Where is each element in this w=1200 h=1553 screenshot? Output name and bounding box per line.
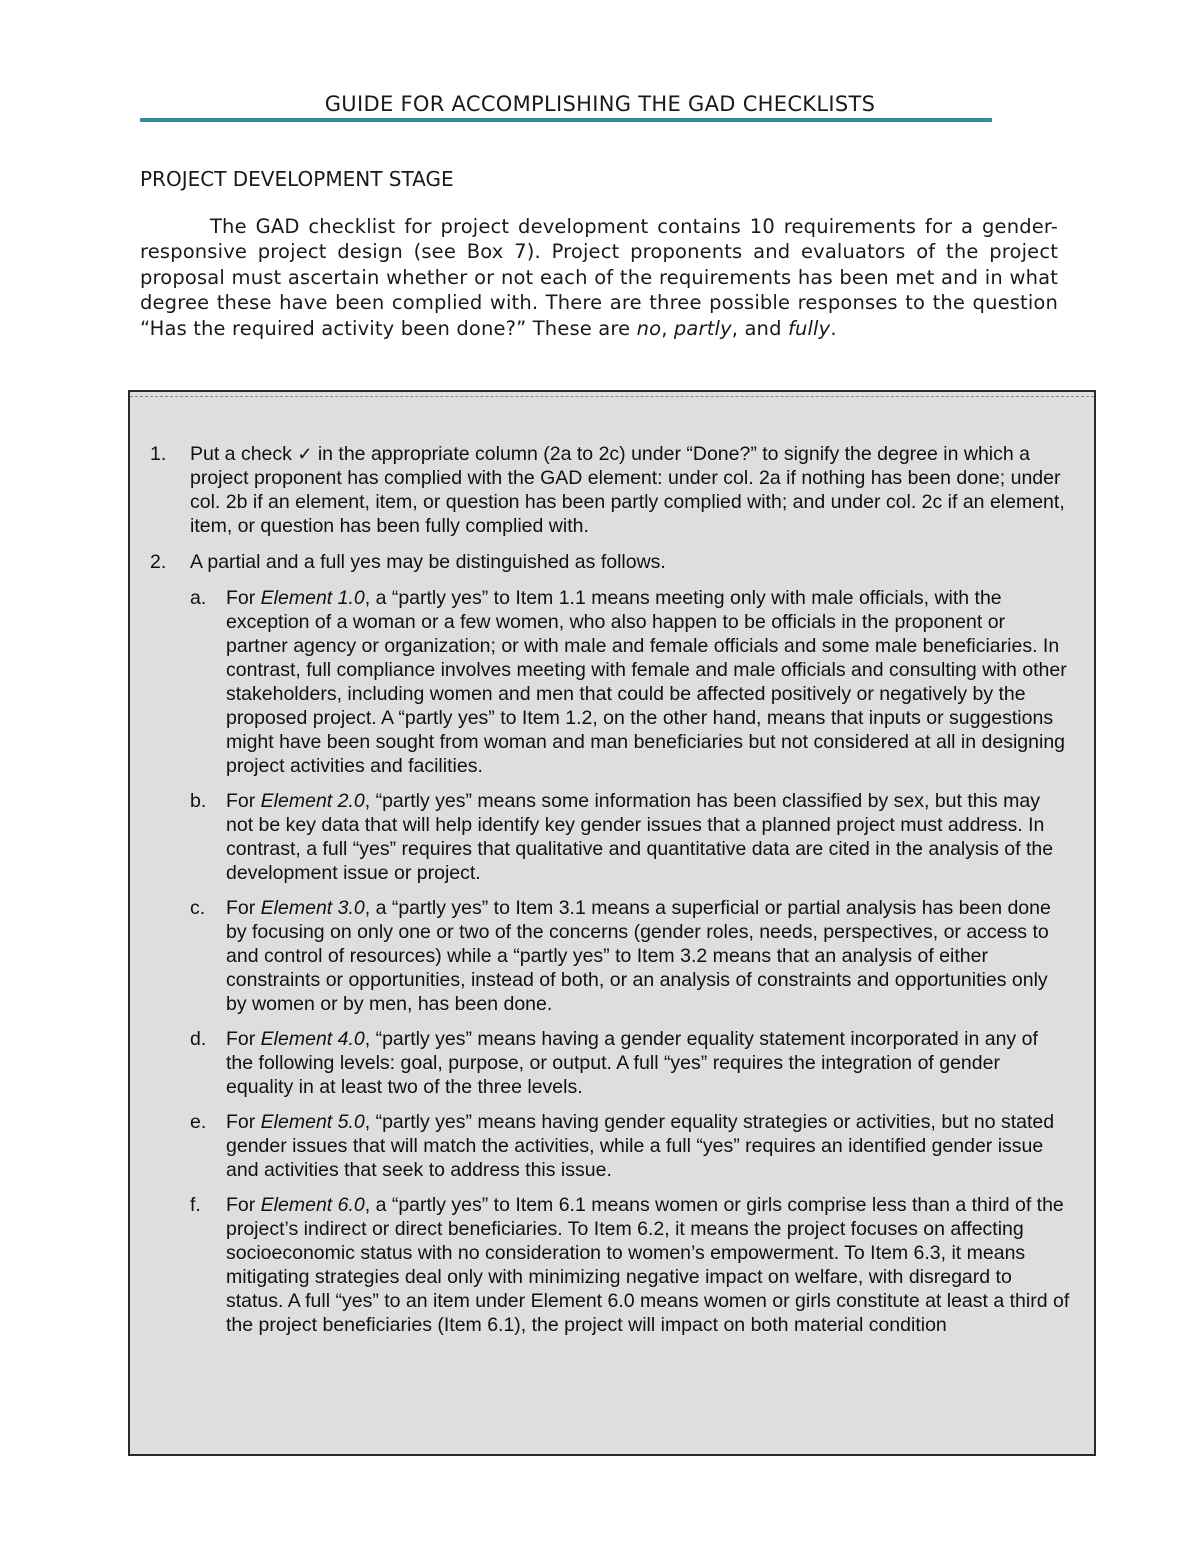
item-text: For: [226, 897, 261, 919]
response-no: no: [636, 316, 662, 340]
element-ref: Element 4.0: [260, 1028, 365, 1050]
item-text: For: [226, 1111, 261, 1133]
item-text: For: [226, 1194, 261, 1216]
sub-list-item: [190, 789, 1070, 885]
sub-list-marker: a.: [190, 587, 207, 609]
list-marker: 1.: [150, 443, 167, 465]
intro-paragraph: [140, 214, 1058, 341]
intro-end: .: [830, 316, 837, 340]
item-text: For: [226, 790, 261, 812]
intro-separator: , and: [731, 316, 788, 340]
instruction-box: [128, 390, 1096, 1456]
sub-list-item: [190, 1110, 1070, 1182]
check-icon: ✓: [297, 444, 313, 464]
intro-separator: ,: [661, 316, 674, 340]
list-item: [150, 442, 1070, 538]
page-title: GUIDE FOR ACCOMPLISHING THE GAD CHECKLISTS: [324, 92, 876, 116]
item-text: , “partly yes” means some information has been classified by sex, but this may not be key data that will help identify key gender issues that a planned project must address. In contrast, a full “yes” requires that qualitative and quantitative data are cited in the analysis of the development issue or project.: [226, 790, 1054, 884]
sub-list-item: [190, 586, 1070, 778]
item-text: Put a check: [190, 443, 298, 465]
sub-list: [190, 586, 1070, 1337]
element-ref: Element 6.0: [260, 1194, 365, 1216]
sub-list-marker: f.: [190, 1194, 201, 1216]
section-heading: PROJECT DEVELOPMENT STAGE: [140, 167, 454, 191]
element-ref: Element 1.0: [260, 587, 365, 609]
item-text: , a “partly yes” to Item 3.1 means a superficial or partial analysis has been done by focusing on only one or two of the concerns (gender roles, needs, perspectives, or access to and control of resources) while a “partly yes” to Item 3.2 means that an analysis of either constraints or opportunities, instead of both, or an analysis of constraints and opportunities only by women or by men, has been done.: [226, 897, 1051, 1015]
element-ref: Element 5.0: [260, 1111, 365, 1133]
sub-list-marker: e.: [190, 1111, 207, 1133]
instruction-list: [150, 442, 1070, 1349]
sub-list-item: [190, 896, 1070, 1016]
sub-list-marker: c.: [190, 897, 206, 919]
sub-list-marker: b.: [190, 790, 207, 812]
intro-text: The GAD checklist for project development contains 10 requirements for a gender-responsive project design (see Box 7). Project proponents and evaluators of the project proposal must ascertain whether or not each of the requirements has been met and in what degree these have been complied with. There are three possible responses to the question “Has the required activity been done?” These are: [140, 215, 1058, 340]
response-fully: fully: [787, 316, 831, 340]
list-marker: 2.: [150, 551, 167, 573]
item-text: , a “partly yes” to Item 6.1 means women or girls comprise less than a third of the project’s indirect or direct beneficiaries. To Item 6.2, it means the project focuses on affecting socioeconomic status with no consideration to women’s empowerment. To Item 6.3, it means mitigating strategies deal only with minimizing negative impact on welfare, with disregard to status. A full “yes” to an item under Element 6.0 means women or girls constitute at least a third of the project beneficiaries (Item 6.1), the project will impact on both material condition: [226, 1194, 1070, 1336]
item-text: , “partly yes” means having gender equality strategies or activities, but no stated gender issues that will match the activities, while a full “yes” requires an identified gender issue and activities that seek to address this issue.: [226, 1111, 1055, 1181]
sub-list-item: [190, 1027, 1070, 1099]
element-ref: Element 2.0: [260, 790, 365, 812]
sub-list-item: [190, 1193, 1070, 1337]
item-text: A partial and a full yes may be distinguished as follows.: [190, 551, 666, 573]
item-text: , “partly yes” means having a gender equality statement incorporated in any of the following levels: goal, purpose, or output. A full “yes” requires the integration of gender equality in at least two of the three levels.: [226, 1028, 1038, 1098]
title-underline: [140, 118, 992, 122]
list-item: [150, 550, 1070, 1337]
element-ref: Element 3.0: [260, 897, 365, 919]
item-text: For: [226, 587, 261, 609]
response-partly: partly: [673, 316, 732, 340]
item-text: , a “partly yes” to Item 1.1 means meeting only with male officials, with the exception of a woman or a few women, who also happen to be officials in the proponent or partner agency or organization; or with male and female officials and some male beneficiaries. In contrast, full compliance involves meeting with female and male officials and consulting with other stakeholders, including women and men that could be affected positively or negatively by the proposed project. A “partly yes” to Item 1.2, on the other hand, means that inputs or suggestions might have been sought from woman and man beneficiaries but not considered at all in designing project activities and facilities.: [226, 587, 1067, 777]
item-text: in the appropriate column (2a to 2c) under “Done?” to signify the degree in which a project proponent has complied with the GAD element: under col. 2a if nothing has been done; under col. 2b if an element, item, or question has been partly complied with; and under col. 2c if an element, item, or question has been fully complied with.: [190, 443, 1065, 537]
sub-list-marker: d.: [190, 1028, 207, 1050]
item-text: For: [226, 1028, 261, 1050]
